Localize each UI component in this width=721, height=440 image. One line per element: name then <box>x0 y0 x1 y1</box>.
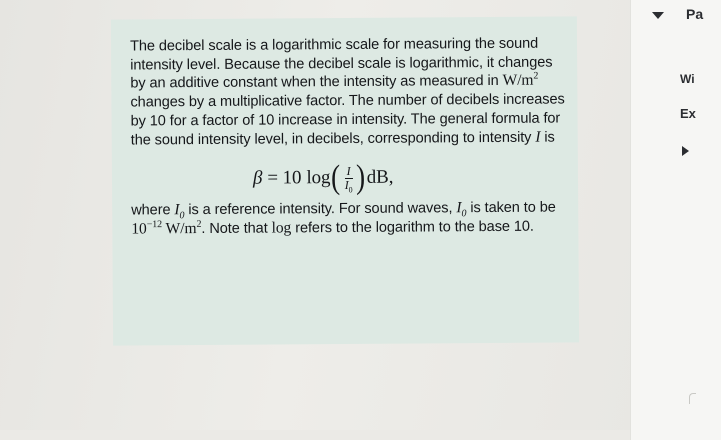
reference-value <box>131 220 201 237</box>
right-paren: ) <box>356 159 366 197</box>
unit-watts-per-m2 <box>502 72 538 89</box>
right-sidebar <box>630 0 721 440</box>
var-i0-letter-2: I <box>456 199 462 217</box>
paragraph-1c-text: is <box>540 129 555 146</box>
paragraph-2a-text: where <box>131 202 175 219</box>
unit-text: W/m <box>502 72 534 90</box>
fraction-denominator <box>343 177 355 195</box>
paragraph-2b-text: is a reference intensity. For sound waves, <box>184 200 457 219</box>
left-paren: ( <box>331 159 341 197</box>
formula-beta: β <box>252 167 263 189</box>
variable-i0-second <box>456 199 467 220</box>
info-box <box>111 16 579 345</box>
paragraph-1-text: The decibel scale is a logarithmic scale for measuring the sound intensity level. Because the decibel scale is logarithmic, it changes by an additive constant when the intensity as measured in <box>129 35 553 92</box>
info-text <box>130 34 571 239</box>
paragraph-2 <box>131 199 571 239</box>
formula-log: log <box>306 166 331 189</box>
sidebar-item-ex[interactable]: Ex <box>680 106 696 121</box>
sidebar-item-wi[interactable]: Wi <box>680 72 695 86</box>
unit-exponent: 2 <box>533 70 539 82</box>
ref-exponent: −12 <box>146 219 163 231</box>
variable-i: I <box>535 128 541 146</box>
paragraph-2d-text: . Note that <box>201 220 272 237</box>
formula-fraction <box>343 163 355 195</box>
log-word: log <box>271 219 292 237</box>
var-i0-letter: I <box>174 201 180 219</box>
edge-mark <box>689 393 696 404</box>
ref-ten: 10 <box>131 220 147 238</box>
denominator-i: I <box>344 177 349 192</box>
caret-right-icon[interactable] <box>682 146 689 156</box>
decibel-formula <box>131 155 571 202</box>
paragraph-1b-text: changes by a multiplicative factor. The number of decibels increases by 10 for a factor of 10 increase in intensity. The general formula for the sound intensity level, in decibels, corresponding to intensity <box>130 91 565 149</box>
var-i0-sub: 0 <box>179 210 185 222</box>
denominator-sub: 0 <box>348 185 353 195</box>
variable-i0 <box>174 201 185 222</box>
var-i0-sub-2: 0 <box>461 208 467 220</box>
sidebar-item-pa[interactable]: Pa <box>686 6 704 22</box>
ref-unit: W/m <box>162 219 197 238</box>
formula-unit: dB, <box>366 166 394 188</box>
paragraph-2c-text: is taken to be <box>466 199 556 217</box>
caret-down-icon[interactable] <box>652 12 664 19</box>
ref-unit-exponent: 2 <box>196 218 202 230</box>
paragraph-1 <box>130 34 571 149</box>
paragraph-2e-text: refers to the logarithm to the base 10. <box>291 218 534 237</box>
formula-equals-ten: = 10 <box>267 167 302 189</box>
fraction-numerator: I <box>345 165 353 179</box>
